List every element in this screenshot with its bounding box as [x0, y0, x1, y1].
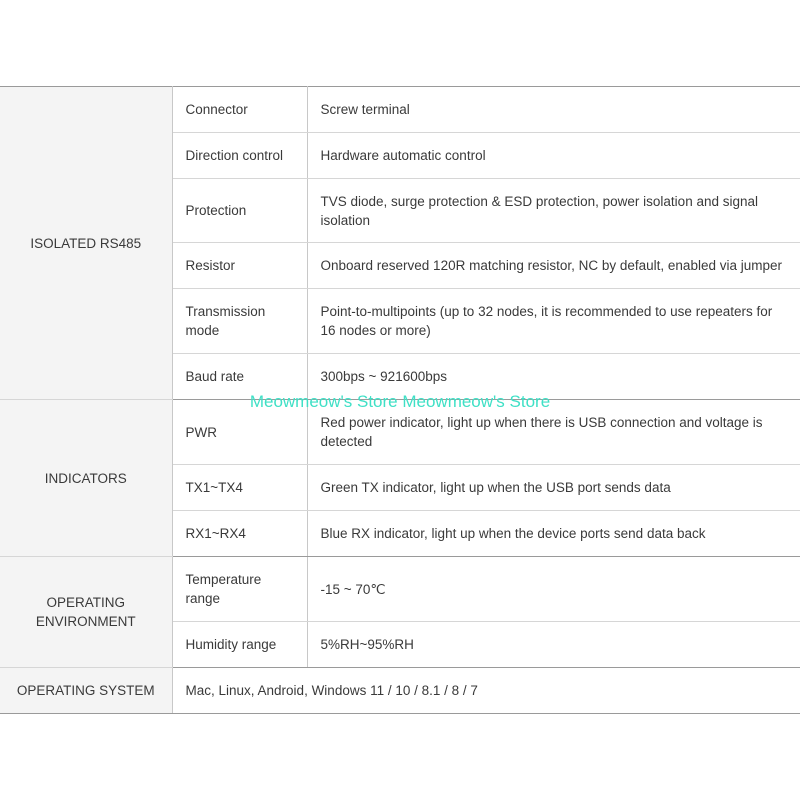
- spec-name: Resistor: [172, 243, 307, 289]
- spec-name: RX1~RX4: [172, 511, 307, 557]
- table-row: [0, 557, 800, 622]
- spec-name: Protection: [172, 179, 307, 243]
- table-row: [0, 668, 800, 714]
- table-row: [0, 400, 800, 465]
- spec-value: -15 ~ 70℃: [307, 557, 800, 622]
- store-watermark: Meowmeow's Store Meowmeow's Store: [249, 392, 551, 411]
- spec-value: Screw terminal: [307, 87, 800, 133]
- spec-name: TX1~TX4: [172, 465, 307, 511]
- spec-value: Blue RX indicator, light up when the device ports send data back: [307, 511, 800, 557]
- spec-value: Green TX indicator, light up when the USB port sends data: [307, 465, 800, 511]
- spec-name: Direction control: [172, 133, 307, 179]
- category-isolated-rs485: ISOLATED RS485: [0, 87, 172, 400]
- spec-name: Baud rate: [172, 354, 307, 400]
- spec-value: 5%RH~95%RH: [307, 622, 800, 668]
- spec-name: PWR: [172, 400, 307, 465]
- spec-name: Connector: [172, 87, 307, 133]
- spec-name: Humidity range: [172, 622, 307, 668]
- spec-name: Temperature range: [172, 557, 307, 622]
- category-operating-system: OPERATING SYSTEM: [0, 668, 172, 714]
- spec-name: Transmission mode: [172, 289, 307, 354]
- spec-value: 300bps ~ 921600bps: [307, 354, 800, 400]
- table-row: [0, 87, 800, 133]
- category-indicators: INDICATORS: [0, 400, 172, 557]
- spec-table: [0, 86, 800, 714]
- spec-value: Point-to-multipoints (up to 32 nodes, it is recommended to use repeaters for 16 nodes or more): [307, 289, 800, 354]
- spec-value: Mac, Linux, Android, Windows 11 / 10 / 8.1 / 8 / 7: [172, 668, 800, 714]
- spec-value: Red power indicator, light up when there is USB connection and voltage is detected: [307, 400, 800, 465]
- spec-value: TVS diode, surge protection & ESD protection, power isolation and signal isolation: [307, 179, 800, 243]
- spec-value: Onboard reserved 120R matching resistor, NC by default, enabled via jumper: [307, 243, 800, 289]
- category-operating-environment: OPERATING ENVIRONMENT: [0, 557, 172, 668]
- spec-value: Hardware automatic control: [307, 133, 800, 179]
